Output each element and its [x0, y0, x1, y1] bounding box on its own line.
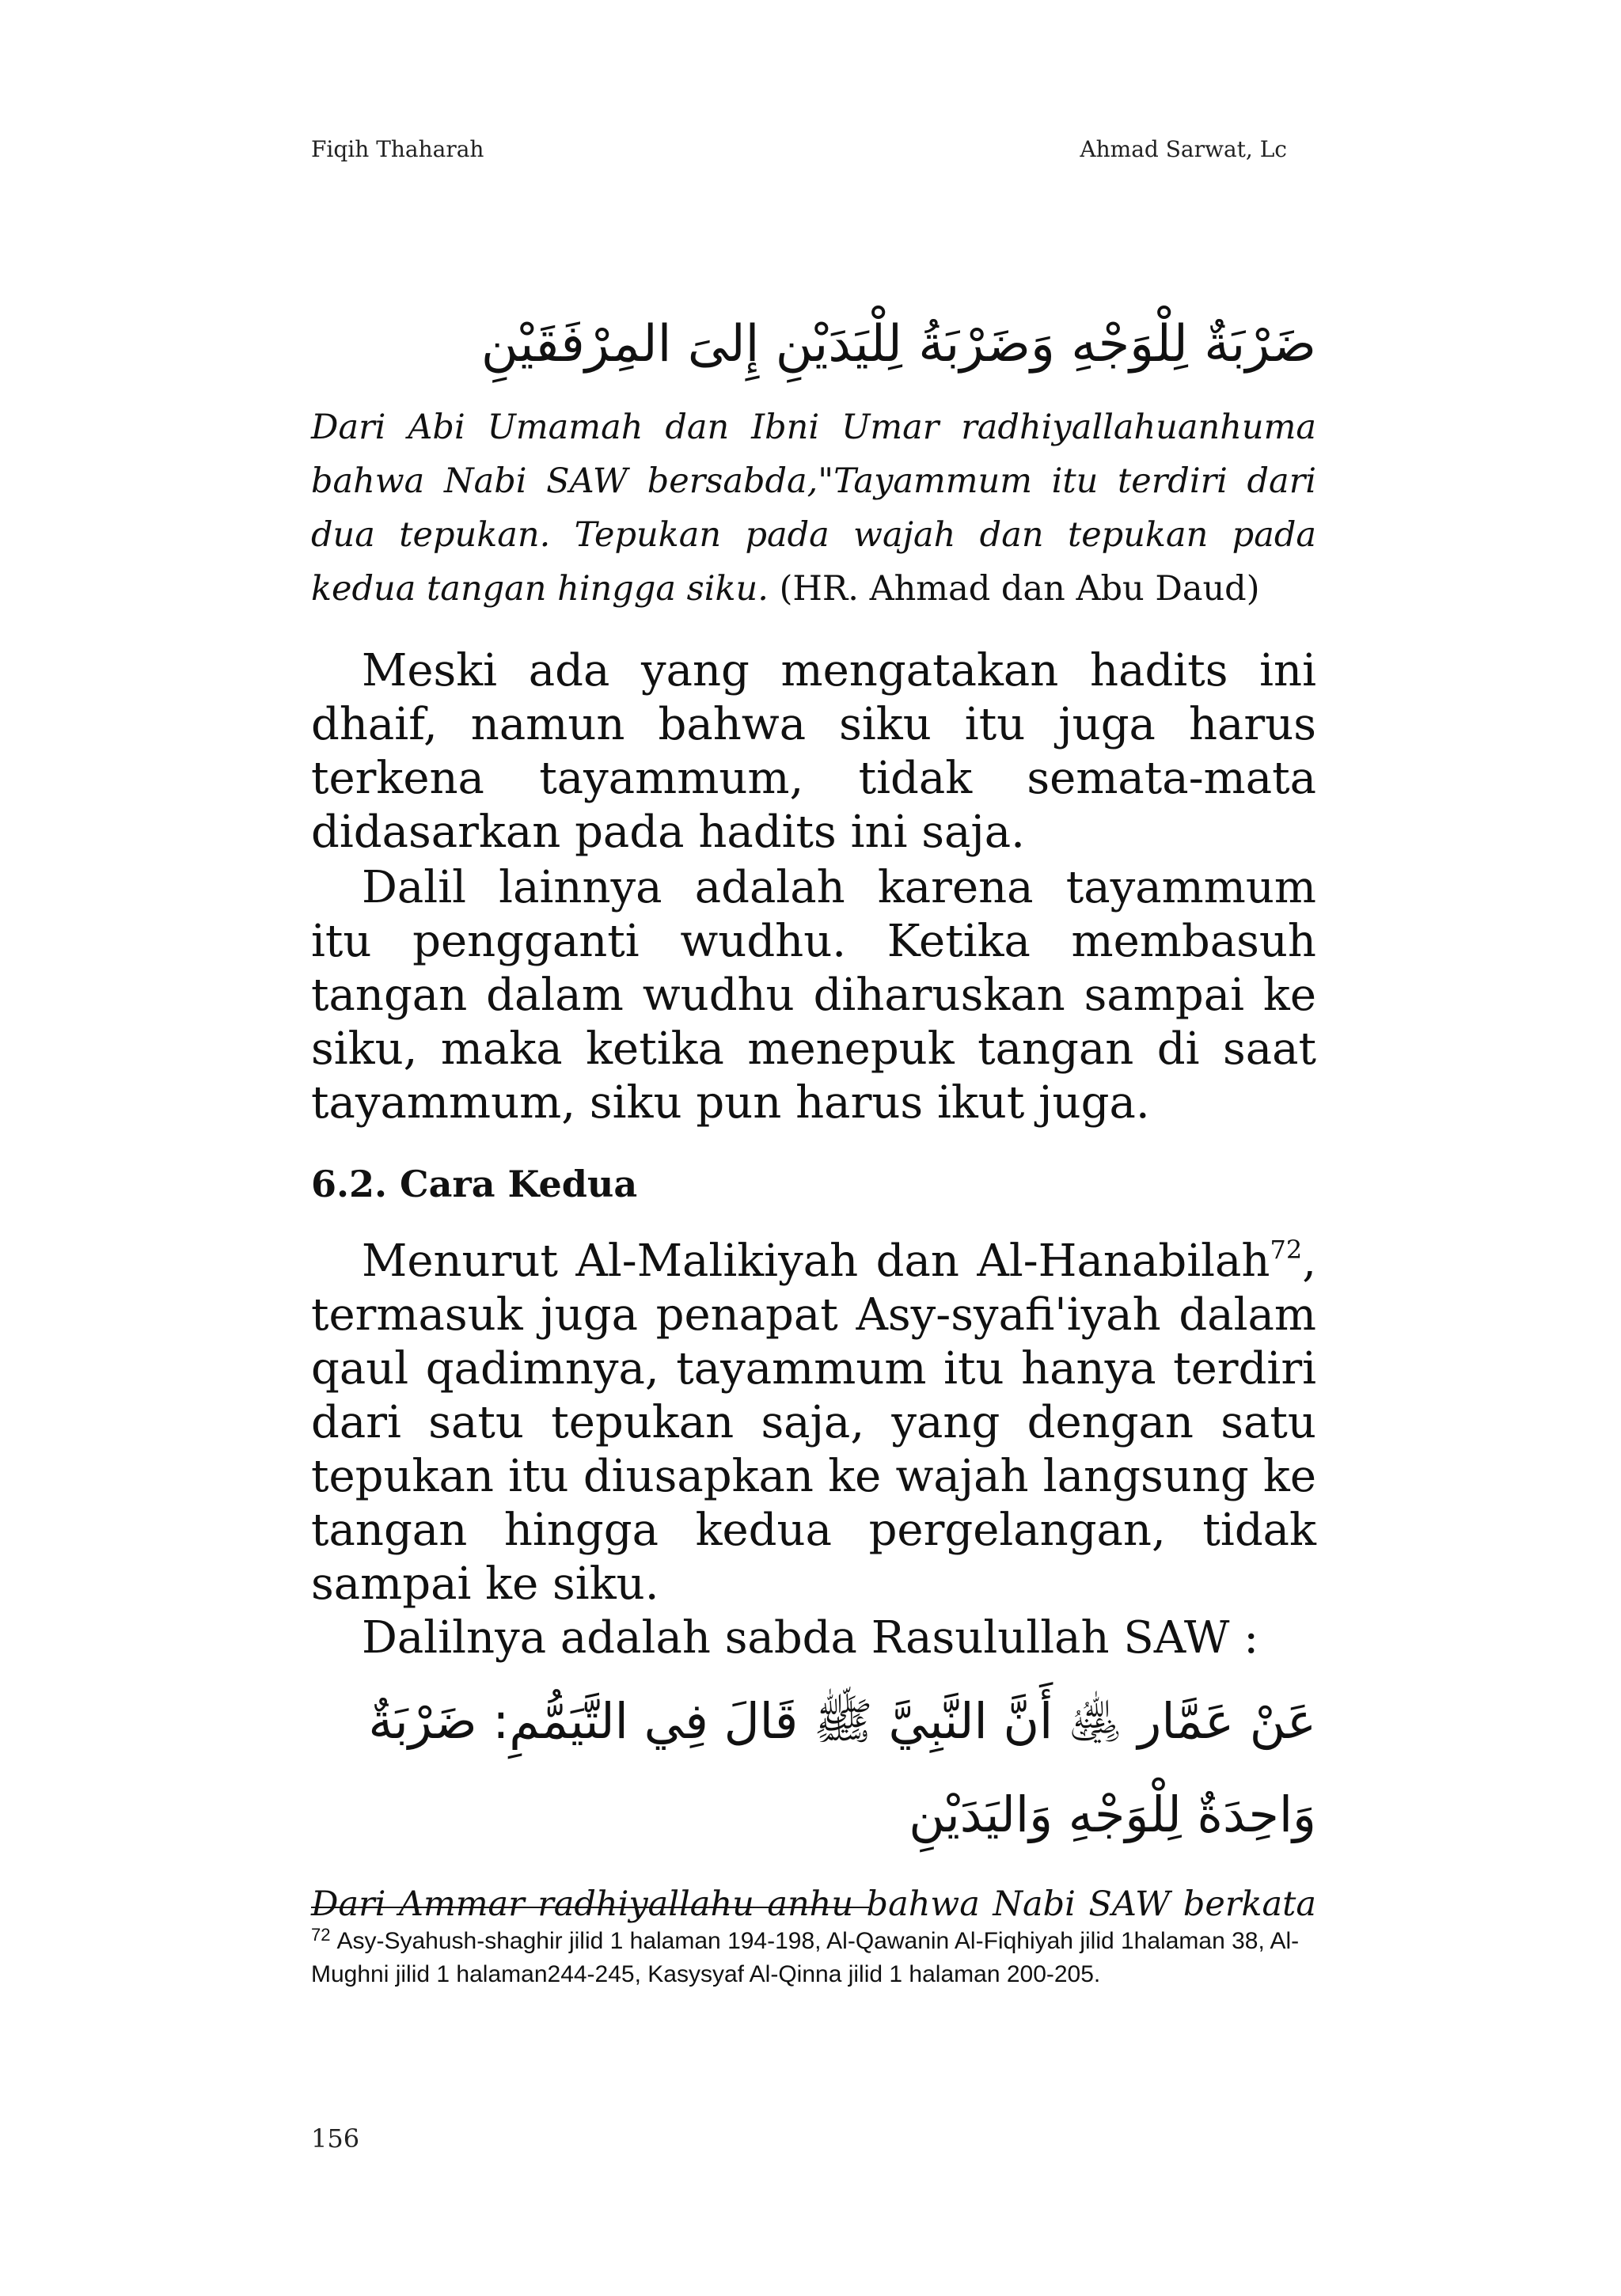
- section-heading: 6.2. Cara Kedua: [311, 1163, 638, 1205]
- footnote-reference[interactable]: 72: [1270, 1235, 1303, 1265]
- translation-source: (HR. Ahmad dan Abu Daud): [768, 569, 1260, 609]
- page-body: [311, 301, 1316, 1931]
- translation-text: Dari Abi Umamah dan Ibni Umar radhiyallahuanhuma bahwa Nabi SAW bersabda,"Tayammum itu terdiri dari dua tepukan. Tepukan pada wajah dan tepukan pada kedua tangan hingga siku.: [311, 408, 1316, 609]
- running-header-author: Ahmad Sarwat, Lc: [1080, 136, 1287, 162]
- footnote: [311, 1925, 1318, 1991]
- page-number: 156: [311, 2123, 360, 2154]
- footnote-mark: 72: [311, 1925, 331, 1945]
- running-header-title: Fiqih Thaharah: [311, 136, 484, 162]
- paragraph-2: Dalil lainnya adalah karena tayammum itu pengganti wudhu. Ketika membasuh tangan dalam wudhu diharuskan sampai ke siku, maka ketika menepuk tangan di saat tayammum, siku pun harus ikut juga.: [311, 862, 1316, 1129]
- hadith-translation-1: [311, 400, 1316, 616]
- paragraph-1: Meski ada yang mengatakan hadits ini dhaif, namun bahwa siku itu juga harus terkena tayammum, tidak semata-mata didasarkan pada hadits ini saja.: [311, 645, 1316, 858]
- arabic-hadith-2: عَنْ عَمَّار ﵁ أَنَّ النَّبِيَّ ﷺ قَالَ فِي التَّيَمُّمِ: ضَرْبَةٌ وَاحِدَةٌ لِلْوَجْهِ وَاليَدَيْنِ: [368, 1692, 1316, 1843]
- paragraph-3: [311, 1235, 1316, 1611]
- arabic-hadith-1: ضَرْبَةٌ لِلْوَجْهِ وَضَرْبَةُ لِلْيَدَيْنِ إِلىَ المِرْفَقَيْنِ: [480, 315, 1316, 374]
- footnote-text: Asy-Syahush-shaghir jilid 1 halaman 194-198, Al-Qawanin Al-Fiqhiyah jilid 1halaman 38, Al-Mughni jilid 1 halaman244-245, Kasysyaf Al-Qinna jilid 1 halaman 200-205.: [311, 1928, 1300, 1987]
- paragraph-3-rest: , termasuk juga penapat Asy-syafi'iyah dalam qaul qadimnya, tayammum itu hanya terdiri dari satu tepukan saja, yang dengan satu tepukan itu diusapkan ke wajah langsung ke tangan hingga kedua pergelangan, tidak sampai ke siku.: [311, 1235, 1316, 1610]
- footnote-divider: [311, 1907, 869, 1908]
- dalil-intro: Dalilnya adalah sabda Rasulullah SAW :: [362, 1612, 1259, 1664]
- hadith-translation-2: Dari Ammar radhiyallahu anhu bahwa Nabi SAW berkata: [311, 1884, 1316, 1924]
- paragraph-3-start: Menurut Al-Malikiyah dan Al-Hanabilah: [362, 1235, 1270, 1287]
